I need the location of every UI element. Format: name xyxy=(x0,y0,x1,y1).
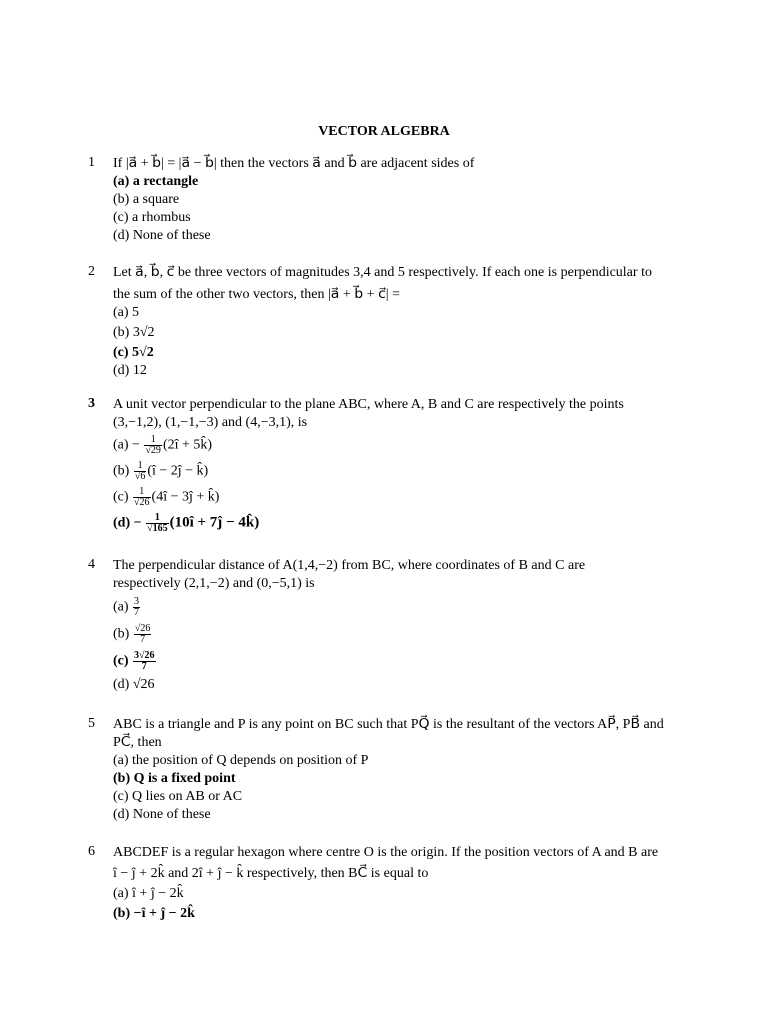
question-stem-line-2: î − ĵ + 2k̂ and 2î + ĵ − k̂ respectively, then BC⃗ is equal to xyxy=(113,866,429,881)
option-c xyxy=(113,487,693,508)
option-a xyxy=(113,435,693,456)
option-b: (b) a square xyxy=(113,192,180,207)
question-number: 5 xyxy=(88,716,95,731)
question-number: 2 xyxy=(88,264,95,279)
fraction-numerator: 1 xyxy=(133,487,151,498)
question-stem-line-2: respectively (2,1,−2) and (0,−5,1) is xyxy=(113,576,315,591)
fraction-denominator: 7 xyxy=(140,634,146,645)
option-expression: (10î + 7ĵ − 4k̂) xyxy=(169,514,260,531)
question-number: 6 xyxy=(88,844,95,859)
option-prefix: (c) xyxy=(113,653,129,669)
option-prefix: (a) xyxy=(113,599,129,615)
question-stem-line-1: ABC is a triangle and P is any point on BC such that PQ⃗ is the resultant of the vectors AP⃗, PB⃗ and xyxy=(113,717,664,732)
option-b: (b) −î + ĵ − 2k̂ xyxy=(113,906,195,921)
option-prefix: (b) xyxy=(113,463,130,479)
question-stem-line-1: A unit vector perpendicular to the plane ABC, where A, B and C are respectively the points xyxy=(113,397,624,412)
option-expression: (î − 2ĵ − k̂) xyxy=(147,463,209,479)
question-stem-line-2: (3,−1,2), (1,−1,−3) and (4,−3,1), is xyxy=(113,415,308,430)
option-expression: (2î + 5k̂) xyxy=(162,437,213,453)
option-b xyxy=(113,461,693,482)
question-stem-line-2: PC⃗, then xyxy=(113,735,162,750)
option-a: (a) a rectangle xyxy=(113,174,199,189)
fraction xyxy=(133,597,140,618)
fraction xyxy=(133,651,156,672)
option-d: (d) None of these xyxy=(113,228,211,243)
option-prefix: (d) − xyxy=(113,515,142,531)
option-prefix: (a) − xyxy=(113,437,140,453)
option-prefix: (b) xyxy=(113,626,130,642)
option-a: (a) the position of Q depends on position of P xyxy=(113,753,369,768)
option-d xyxy=(113,513,693,534)
fraction-denominator: 7 xyxy=(141,661,147,672)
fraction xyxy=(144,435,162,456)
fraction-numerator: 1 xyxy=(144,435,162,446)
fraction xyxy=(146,513,169,534)
option-d: (d) None of these xyxy=(113,807,211,822)
option-c: (c) 5√2 xyxy=(113,345,154,360)
option-b xyxy=(113,624,693,645)
fraction-numerator: 1 xyxy=(134,461,147,472)
fraction-numerator: √26 xyxy=(134,623,151,634)
option-b: (b) Q is a fixed point xyxy=(113,771,236,786)
option-prefix: (c) xyxy=(113,489,129,505)
question-number: 1 xyxy=(88,155,95,170)
option-b: (b) 3√2 xyxy=(113,325,155,340)
option-expression: (4î − 3ĵ + k̂) xyxy=(151,489,220,505)
question-6 xyxy=(88,844,693,923)
question-3 xyxy=(88,396,693,534)
question-2 xyxy=(88,264,693,380)
option-c xyxy=(113,651,693,672)
question-number: 3 xyxy=(88,396,95,411)
option-d: (d) 12 xyxy=(113,363,147,378)
option-c: (c) a rhombus xyxy=(113,210,191,225)
fraction-denominator: √29 xyxy=(145,445,161,456)
fraction xyxy=(133,487,151,508)
question-stem-line-1: The perpendicular distance of A(1,4,−2) from BC, where coordinates of B and C are xyxy=(113,558,586,573)
fraction-denominator: √165 xyxy=(147,523,168,534)
question-stem: If |a⃗ + b⃗| = |a⃗ − b⃗| then the vectors a⃗ and b⃗ are adjacent sides of xyxy=(113,156,475,171)
question-1 xyxy=(88,155,693,245)
fraction-denominator: 7 xyxy=(134,607,140,618)
question-number: 4 xyxy=(88,557,95,572)
fraction xyxy=(134,461,147,482)
fraction-numerator: 3 xyxy=(134,596,140,607)
fraction-denominator: √6 xyxy=(134,471,146,482)
fraction-denominator: √26 xyxy=(134,497,150,508)
question-stem-line-1: ABCDEF is a regular hexagon where centre O is the origin. If the position vectors of A and B are xyxy=(113,845,659,860)
option-d: (d) √26 xyxy=(113,677,155,692)
fraction-numerator: 3√26 xyxy=(134,650,155,661)
question-5 xyxy=(88,716,693,824)
document-title: VECTOR ALGEBRA xyxy=(318,124,450,139)
option-a: (a) 5 xyxy=(113,305,140,320)
question-4 xyxy=(88,557,693,694)
fraction xyxy=(134,624,152,645)
option-a xyxy=(113,597,693,618)
question-stem-line-1: Let a⃗, b⃗, c⃗ be three vectors of magnitudes 3,4 and 5 respectively. If each one is perpendicular to xyxy=(113,265,652,280)
option-a: (a) î + ĵ − 2k̂ xyxy=(113,886,184,901)
fraction-numerator: 1 xyxy=(146,513,169,524)
question-stem-line-2: the sum of the other two vectors, then |a⃗ + b⃗ + c⃗| = xyxy=(113,287,400,302)
option-c: (c) Q lies on AB or AC xyxy=(113,789,243,804)
